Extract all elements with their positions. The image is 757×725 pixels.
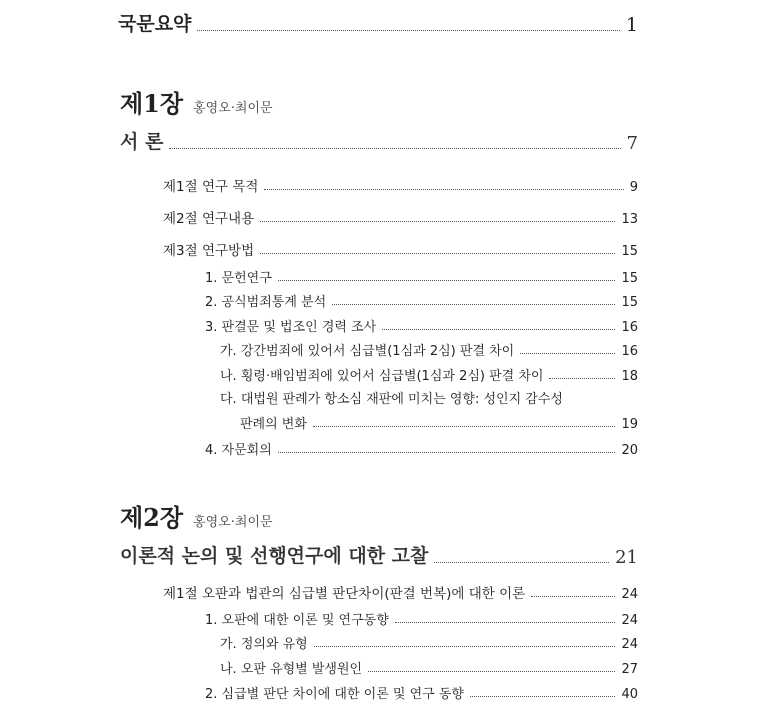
entry-label: 제3절 연구방법 [163,243,255,259]
chapter-page: 21 [615,547,638,568]
entry-page: 20 [621,443,638,458]
toc-entry[interactable] [163,205,638,227]
entry-page: 15 [621,244,638,259]
dot-leader [382,329,615,330]
dot-leader [260,253,615,254]
toc-entry[interactable] [220,655,638,677]
entry-page: 15 [621,295,638,310]
summary-page: 1 [625,14,638,36]
entry-page: 16 [621,320,638,335]
dot-leader [332,304,615,305]
entry-page: 15 [621,271,638,286]
entry-page: 40 [621,687,638,702]
entry-label: 제1절 연구 목적 [163,179,259,195]
toc-entry[interactable] [163,173,638,195]
entry-label: 나. 횡령·배임범죄에 있어서 심급별(1심과 2심) 판결 차이 [220,369,544,384]
chapter-1-heading [120,84,273,119]
toc-entry[interactable] [205,264,638,286]
dot-leader [520,353,615,354]
toc-chapter-1-title[interactable] [120,124,638,154]
dot-leader [260,221,615,222]
dot-leader [531,596,615,597]
entry-label: 3. 판결문 및 법조인 경력 조사 [205,320,377,335]
dot-leader [395,622,616,623]
entry-page: 9 [629,180,638,195]
chapter-page: 7 [626,133,638,154]
toc-entry[interactable] [205,288,638,310]
dot-leader [169,148,620,149]
entry-page: 27 [621,662,638,677]
toc-entry[interactable] [163,237,638,259]
summary-title: 국문요약 [118,13,192,35]
chapter-title: 이론적 논의 및 선행연구에 대한 고찰 [120,545,429,567]
entry-label-line1: 다. 대법원 판례가 항소심 재판에 미치는 영향: 성인지 감수성 [220,392,563,407]
entry-label: 나. 오판 유형별 발생원인 [220,662,363,677]
dot-leader [470,696,616,697]
entry-label: 1. 문헌연구 [205,271,272,286]
entry-page: 24 [621,637,638,652]
entry-label: 4. 자문회의 [205,443,272,458]
toc-entry[interactable] [163,580,638,602]
chapter-number: 제1장 [120,89,184,118]
toc-entry[interactable] [205,606,638,628]
dot-leader [434,562,609,563]
toc-entry[interactable] [220,362,638,384]
toc-entry[interactable] [205,313,638,335]
chapter-authors: 홍영오·최이문 [193,515,273,530]
entry-page: 24 [621,613,638,628]
dot-leader [549,378,615,379]
dot-leader [197,30,619,31]
entry-page: 24 [621,587,638,602]
toc-entry[interactable] [220,630,638,652]
toc-chapter-2-title[interactable] [120,538,638,568]
dot-leader [278,280,616,281]
dot-leader [314,646,616,647]
toc-entry[interactable] [205,436,638,458]
chapter-title: 서 론 [120,131,164,153]
entry-page: 13 [621,212,638,227]
toc-entry[interactable] [240,410,638,432]
dot-leader [368,671,615,672]
toc-entry[interactable] [205,680,638,702]
dot-leader [264,189,623,190]
entry-label: 제2절 연구내용 [163,211,255,227]
dot-leader [278,452,616,453]
entry-page: 16 [621,344,638,359]
chapter-2-heading [120,498,273,533]
toc-entry[interactable] [220,337,638,359]
entry-label: 2. 공식범죄통계 분석 [205,295,327,310]
entry-page: 18 [621,369,638,384]
entry-label: 제1절 오판과 법관의 심급별 판단차이(판결 번복)에 대한 이론 [163,586,526,602]
entry-label: 가. 강간범죄에 있어서 심급별(1심과 2심) 판결 차이 [220,344,515,359]
entry-label-line2: 판례의 변화 [240,417,307,432]
chapter-authors: 홍영오·최이문 [193,101,273,116]
entry-label: 가. 정의와 유형 [220,637,308,652]
entry-label: 1. 오판에 대한 이론 및 연구동향 [205,613,389,628]
entry-page: 19 [621,417,638,432]
toc-summary-entry[interactable] [118,8,638,36]
dot-leader [313,426,616,427]
chapter-number: 제2장 [120,503,184,532]
entry-label: 2. 심급별 판단 차이에 대한 이론 및 연구 동향 [205,687,464,702]
